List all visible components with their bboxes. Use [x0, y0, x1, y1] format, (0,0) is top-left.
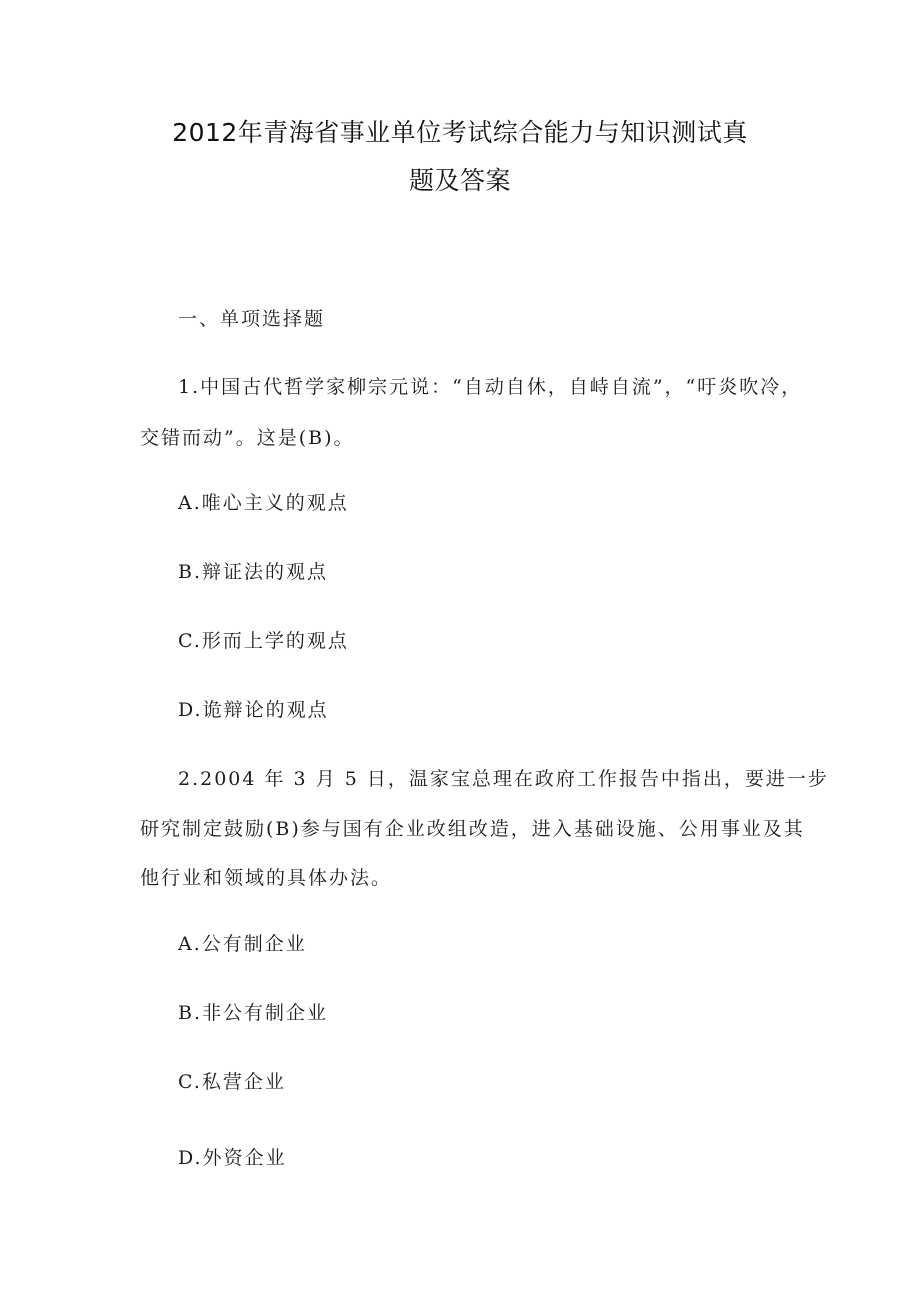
question-2-option-d: D.外资企业 — [178, 1147, 287, 1169]
question-1-stem-line1: 1.中国古代哲学家柳宗元说：“自动自休，自峙自流”，“吁炎吹冷， — [178, 376, 803, 398]
question-2-option-a: A.公有制企业 — [178, 933, 307, 955]
question-2-option-c: C.私营企业 — [178, 1071, 286, 1093]
question-1-option-d: D.诡辩论的观点 — [178, 699, 329, 721]
question-1-option-b: B.辩证法的观点 — [178, 561, 329, 583]
document-title-line1: 2012年青海省事业单位考试综合能力与知识测试真 — [172, 118, 748, 147]
question-1-option-c: C.形而上学的观点 — [178, 630, 349, 652]
question-2-stem-line1: 2.2004 年 3 月 5 日，温家宝总理在政府工作报告中指出，要进一步 — [178, 768, 829, 790]
question-2-option-b: B.非公有制企业 — [178, 1002, 329, 1024]
question-2-stem-line3: 他行业和领域的具体办法。 — [140, 867, 393, 889]
section-heading: 一、单项选择题 — [178, 308, 326, 330]
document-title-line2: 题及答案 — [408, 166, 511, 195]
question-1-stem-line2: 交错而动”。这是(B)。 — [140, 427, 355, 449]
question-1-option-a: A.唯心主义的观点 — [178, 492, 349, 514]
question-2-stem-line2: 研究制定鼓励(B)参与国有企业改组改造，进入基础设施、公用事业及其 — [140, 818, 805, 840]
